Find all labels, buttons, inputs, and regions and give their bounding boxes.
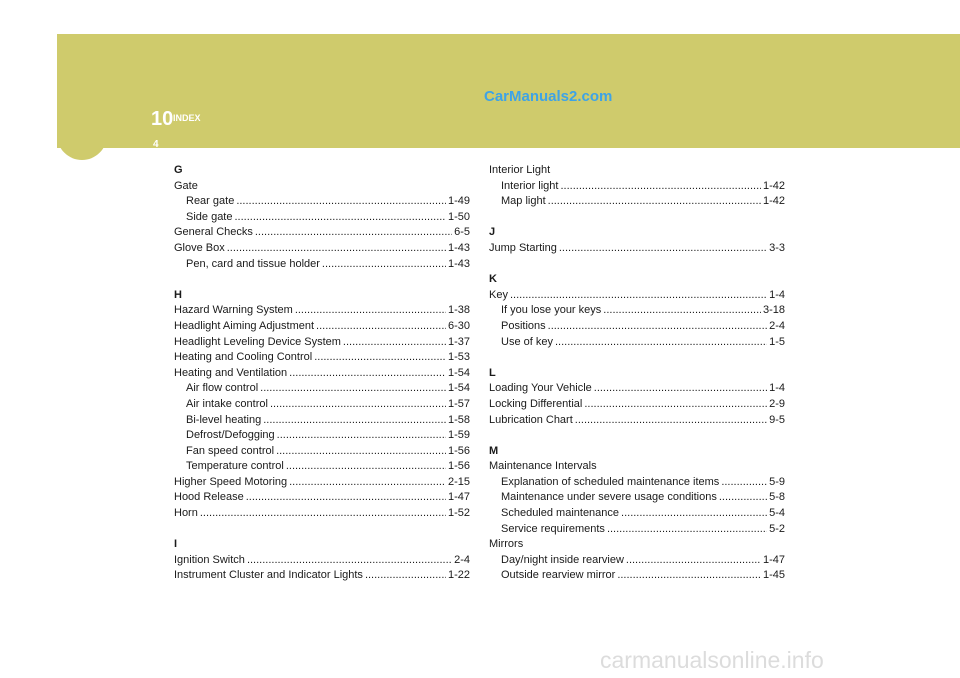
watermark-top[interactable]: CarManuals2.com bbox=[484, 88, 613, 105]
index-heading-gate: Gate bbox=[174, 179, 198, 192]
index-heading-mirrors: Mirrors bbox=[489, 538, 524, 551]
index-entry-positions: Positions ..... 2-4 bbox=[489, 319, 785, 335]
index-entry-higher-speed: Higher Speed Motoring ..... 2-15 bbox=[174, 475, 470, 491]
index-entry-temperature: Temperature control ..... 1-56 bbox=[174, 459, 470, 475]
index-entry-air-intake: Air intake control ..... 1-57 bbox=[174, 397, 470, 413]
index-entry-map-light: Map light ..... 1-42 bbox=[489, 194, 785, 210]
index-entry-interior-light: Interior light ..... 1-42 bbox=[489, 179, 785, 195]
index-entry-explanation: Explanation of scheduled maintenance items ..... 5-9 bbox=[489, 475, 785, 491]
index-entry-locking-diff: Locking Differential ..... 2-9 bbox=[489, 397, 785, 413]
index-entry-jump: Jump Starting ..... 3-3 bbox=[489, 241, 785, 257]
index-entry-fan-speed: Fan speed control ..... 1-56 bbox=[174, 444, 470, 460]
index-entry-key: Key ..... 1-4 bbox=[489, 288, 785, 304]
index-entry-headlight-leveling: Headlight Leveling Device System ..... 1-37 bbox=[174, 335, 470, 351]
section-letter-m: M bbox=[489, 444, 499, 457]
index-entry-general-checks: General Checks ..... 6-5 bbox=[174, 225, 470, 241]
index-entry-lose-keys: If you lose your keys ..... 3-18 bbox=[489, 303, 785, 319]
index-entry-pen-card: Pen, card and tissue holder ..... 1-43 bbox=[174, 257, 470, 273]
index-entry-instrument: Instrument Cluster and Indicator Lights ..... 1-22 bbox=[174, 568, 470, 584]
index-entry-rear-gate: Rear gate ..... 1-49 bbox=[174, 194, 470, 210]
index-entry-use-of-key: Use of key ..... 1-5 bbox=[489, 335, 785, 351]
section-letter-k: K bbox=[489, 273, 497, 286]
index-entry-day-night: Day/night inside rearview ..... 1-47 bbox=[489, 553, 785, 569]
index-entry-scheduled: Scheduled maintenance ..... 5-4 bbox=[489, 506, 785, 522]
index-entry-horn: Horn ..... 1-52 bbox=[174, 506, 470, 522]
index-entry-service-req: Service requirements ..... 5-2 bbox=[489, 522, 785, 538]
index-entry-headlight-aiming: Headlight Aiming Adjustment ..... 6-30 bbox=[174, 319, 470, 335]
index-entry-heating-ventilation: Heating and Ventilation ..... 1-54 bbox=[174, 366, 470, 382]
chapter-number: 10 bbox=[151, 108, 174, 130]
chapter-title: INDEX bbox=[173, 113, 201, 123]
index-entry-defrost: Defrost/Defogging ..... 1-59 bbox=[174, 428, 470, 444]
index-entry-loading: Loading Your Vehicle ..... 1-4 bbox=[489, 381, 785, 397]
index-heading-interior-light: Interior Light bbox=[489, 164, 551, 176]
index-entry-severe: Maintenance under severe usage conditions ..... 5-8 bbox=[489, 490, 785, 506]
index-entry-heating-cooling: Heating and Cooling Control ..... 1-53 bbox=[174, 350, 470, 366]
index-entry-air-flow: Air flow control ..... 1-54 bbox=[174, 381, 470, 397]
section-letter-l: L bbox=[489, 366, 496, 379]
section-letter-i: I bbox=[174, 538, 178, 551]
index-column-left bbox=[174, 163, 470, 584]
index-entry-ignition: Ignition Switch ..... 2-4 bbox=[174, 553, 470, 569]
index-entry-side-gate: Side gate ..... 1-50 bbox=[174, 210, 470, 226]
index-entry-bi-level: Bi-level heating ..... 1-58 bbox=[174, 413, 470, 429]
watermark-bottom[interactable]: carmanualsonline.info bbox=[600, 647, 824, 673]
section-letter-g: G bbox=[174, 164, 183, 176]
index-entry-outside-mirror: Outside rearview mirror ..... 1-45 bbox=[489, 568, 785, 584]
index-entry-hood-release: Hood Release ..... 1-47 bbox=[174, 490, 470, 506]
section-letter-h: H bbox=[174, 288, 182, 301]
index-entry-hazard: Hazard Warning System ..... 1-38 bbox=[174, 303, 470, 319]
index-entry-lubrication: Lubrication Chart ..... 9-5 bbox=[489, 413, 785, 429]
index-column-right bbox=[489, 163, 785, 584]
index-entry-glove-box: Glove Box ..... 1-43 bbox=[174, 241, 470, 257]
header-tab bbox=[57, 124, 107, 160]
index-heading-maintenance: Maintenance Intervals bbox=[489, 460, 597, 473]
page-number: 4 bbox=[153, 139, 159, 150]
section-letter-j: J bbox=[489, 226, 496, 239]
